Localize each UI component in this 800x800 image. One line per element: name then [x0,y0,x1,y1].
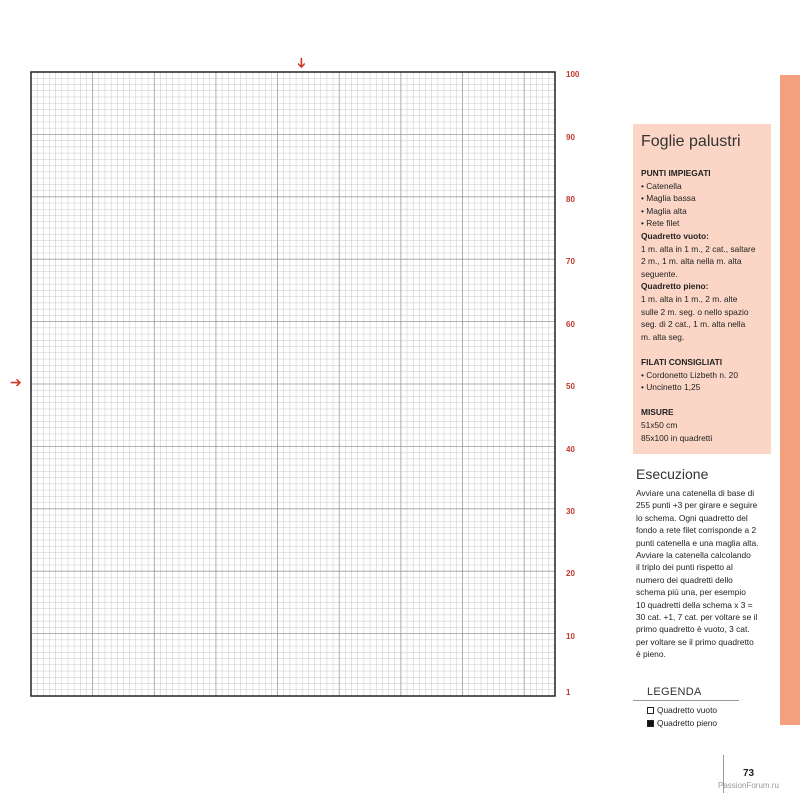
info-heading: PUNTI IMPIEGATI [641,168,711,178]
y-tick-label: 10 [566,631,575,641]
execution-line: il triplo dei punti rispetto al [636,562,733,573]
execution-title: Esecuzione [636,466,709,482]
filled-square-icon [647,720,654,727]
info-heading: Quadretto pieno: [641,281,709,292]
execution-line: per voltare se il primo quadretto [636,636,754,647]
legend-label: Quadretto pieno [657,718,718,728]
left-center-arrow-icon: ➔ [10,374,22,390]
execution-line: 10 quadretti della schema x 3 = [636,599,753,610]
info-text: 1 m. alta in 1 m., 2 cat., saltare [641,243,756,254]
y-tick-label: 1 [566,687,571,697]
top-center-arrow-icon: ➔ [293,57,310,69]
y-tick-label: 30 [566,506,575,516]
watermark: PassionForum.ru [718,781,779,790]
page-edge-bar [780,75,800,725]
legend-item-empty [647,705,717,715]
execution-line: 30 cat. +1, 7 cat. per voltare se il [636,612,758,622]
info-text: 85x100 in quadretti [641,432,713,443]
execution-line: fondo a rete filet corrisponde a 2 [636,525,757,536]
y-tick-label: 80 [566,194,575,204]
info-heading: MISURE [641,407,674,418]
info-text: seguente. [641,268,678,279]
info-text: • Maglia alta [641,205,687,216]
info-text: • Catenella [641,180,682,191]
execution-line: 255 punti +3 per girare e seguire [636,500,758,511]
legend-divider [633,700,739,701]
info-text: • Maglia bassa [641,193,696,204]
y-tick-label: 40 [566,444,575,454]
execution-line: Avviare la catenella calcolando [636,550,751,560]
y-tick-label: 100 [566,70,580,80]
info-text: 51x50 cm [641,420,678,430]
legend-label: Quadretto vuoto [657,705,718,715]
legend-title: LEGENDA [647,686,702,698]
info-text: 1 m. alta in 1 m., 2 m. alte [641,294,738,304]
y-tick-label: 20 [566,569,575,579]
execution-line: punti catenella e una maglia alta. [636,537,759,548]
info-heading: Quadretto vuoto: [641,231,709,241]
pattern-title: Foglie palustri [641,133,741,150]
info-text: seg. di 2 cat., 1 m. alta nella [641,319,746,330]
info-text: 2 m., 1 m. alta nella m. alta [641,256,742,267]
empty-square-icon [647,707,654,714]
y-tick-label: 70 [566,257,575,267]
execution-line: lo schema. Ogni quadretto del [636,512,748,523]
execution-line: numero dei quadretti dello [636,574,733,585]
info-text: • Rete filet [641,218,680,229]
execution-line: Avviare una catenella di base di [636,488,755,498]
info-text: • Uncinetto 1,25 [641,382,701,393]
page-number: 73 [743,768,755,779]
y-tick-label: 50 [566,382,575,392]
info-text: • Cordonetto Lizbeth n. 20 [641,369,738,380]
execution-line: schema più una, per esempio [636,587,746,598]
info-text: m. alta seg. [641,331,685,342]
legend-item-filled [647,718,717,728]
y-tick-label: 60 [566,319,575,329]
execution-line: è pieno. [636,649,666,660]
y-tick-label: 90 [566,132,575,142]
execution-line: primo quadretto è vuoto, 3 cat. [636,624,750,635]
info-heading: FILATI CONSIGLIATI [641,357,723,367]
info-text: sulle 2 m. seg. o nello spazio [641,306,749,317]
